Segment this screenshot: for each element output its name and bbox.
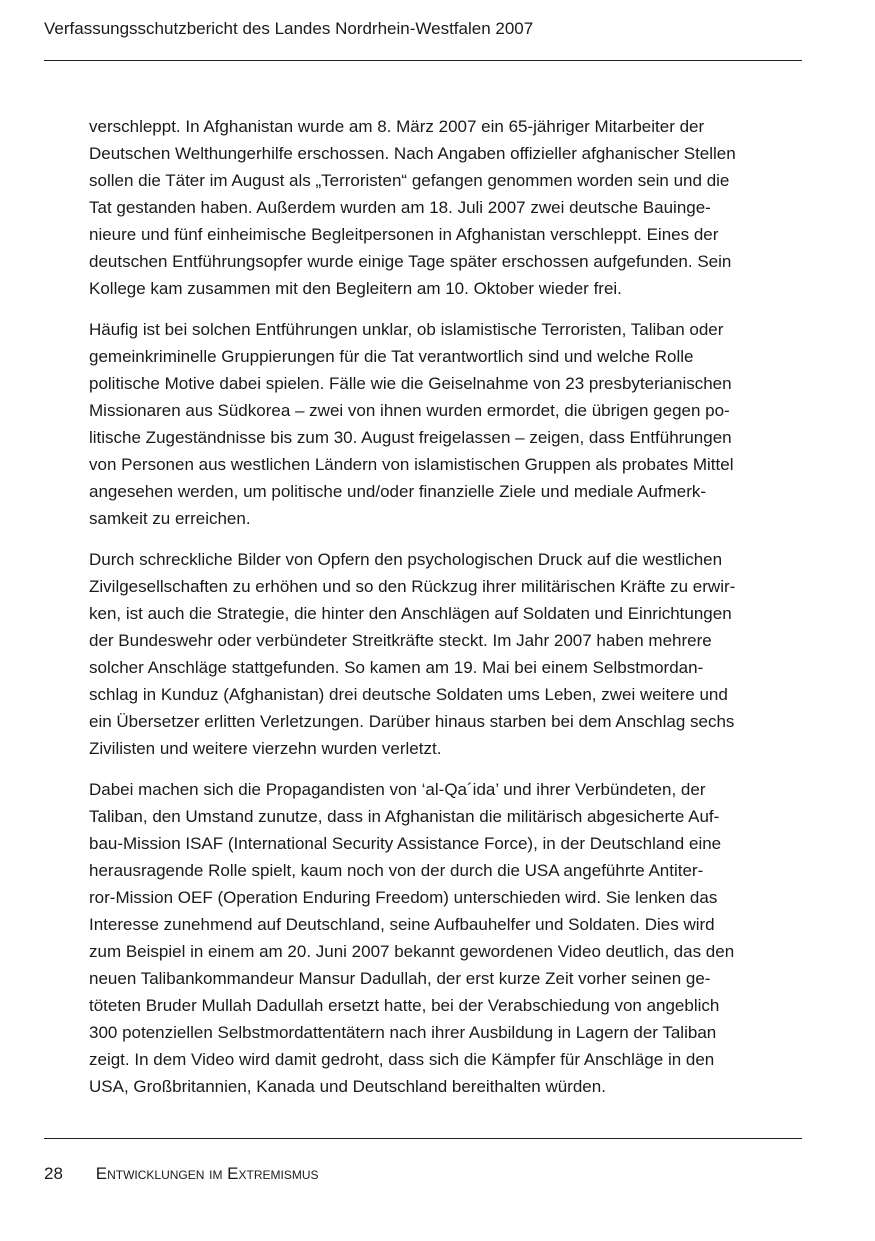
text-line: nieure und fünf einheimische Begleitpersonen in Afghanistan verschleppt. Eines der: [89, 225, 719, 244]
text-line: Tat gestanden haben. Außerdem wurden am 18. Juli 2007 zwei deutsche Bauinge-: [89, 198, 711, 217]
text-line: litische Zugeständnisse bis zum 30. August freigelassen – zeigen, dass Entführungen: [89, 428, 732, 447]
text-line: Durch schreckliche Bilder von Opfern den psychologischen Druck auf die westlichen: [89, 550, 723, 569]
text-line: schlag in Kunduz (Afghanistan) drei deutsche Soldaten ums Leben, zwei weitere und: [89, 685, 728, 704]
page-number: 28: [44, 1164, 63, 1183]
text-line: politische Motive dabei spielen. Fälle wie die Geiselnahme von 23 presbyterianischen: [89, 374, 732, 393]
text-line: angesehen werden, um politische und/oder finanzielle Ziele und mediale Aufmerk-: [89, 482, 707, 501]
text-line: ror-Mission OEF (Operation Enduring Freedom) unterschieden wird. Sie lenken das: [89, 888, 718, 907]
text-line: 300 potenziellen Selbstmordattentätern nach ihrer Ausbildung in Lagern der Taliban: [89, 1023, 717, 1042]
text-line: Zivilisten und weitere vierzehn wurden verletzt.: [89, 739, 442, 758]
text-line: töteten Bruder Mullah Dadullah ersetzt hatte, bei der Verabschiedung von angeblich: [89, 996, 720, 1015]
text-line: ein Übersetzer erlitten Verletzungen. Darüber hinaus starben bei dem Anschlag sechs: [89, 712, 735, 731]
running-footer: [44, 1163, 319, 1185]
text-line: neuen Talibankommandeur Mansur Dadullah, der erst kurze Zeit vorher seinen ge-: [89, 969, 711, 988]
text-line: Taliban, den Umstand zunutze, dass in Afghanistan die militärisch abgesicherte Auf-: [89, 807, 720, 826]
text-line: Missionaren aus Südkorea – zwei von ihnen wurden ermordet, die übrigen gegen po-: [89, 401, 730, 420]
text-line: verschleppt. In Afghanistan wurde am 8. März 2007 ein 65-jähriger Mitarbeiter der: [89, 117, 705, 136]
text-line: zum Beispiel in einem am 20. Juni 2007 bekannt gewordenen Video deutlich, das den: [89, 942, 735, 961]
paragraph-1: [89, 113, 802, 302]
text-line: zeigt. In dem Video wird damit gedroht, dass sich die Kämpfer für Anschläge in den: [89, 1050, 715, 1069]
footer-section-title: Entwicklungen im Extremismus: [95, 1164, 319, 1183]
paragraph-2: [89, 316, 802, 532]
text-line: samkeit zu erreichen.: [89, 509, 251, 528]
body-text: [89, 113, 802, 1114]
text-line: ken, ist auch die Strategie, die hinter den Anschlägen auf Soldaten und Einrichtungen: [89, 604, 732, 623]
text-line: gemeinkriminelle Gruppierungen für die Tat verantwortlich sind und welche Rolle: [89, 347, 694, 366]
text-line: Dabei machen sich die Propagandisten von ‘al-Qa´ida’ und ihrer Verbündeten, der: [89, 780, 706, 799]
text-line: Kollege kam zusammen mit den Begleitern am 10. Oktober wieder frei.: [89, 279, 622, 298]
text-line: USA, Großbritannien, Kanada und Deutschland bereithalten würden.: [89, 1077, 606, 1096]
text-line: bau-Mission ISAF (International Security Assistance Force), in der Deutschland eine: [89, 834, 722, 853]
header-divider: [44, 60, 802, 61]
text-line: von Personen aus westlichen Ländern von islamistischen Gruppen als probates Mittel: [89, 455, 734, 474]
paragraph-4: [89, 776, 802, 1100]
text-line: Interesse zunehmend auf Deutschland, seine Aufbauhelfer und Soldaten. Dies wird: [89, 915, 715, 934]
text-line: sollen die Täter im August als „Terroristen“ gefangen genommen worden sein und die: [89, 171, 730, 190]
running-header-title: Verfassungsschutzbericht des Landes Nordrhein-Westfalen 2007: [44, 19, 534, 38]
footer-divider: [44, 1138, 802, 1139]
text-line: solcher Anschläge stattgefunden. So kamen am 19. Mai bei einem Selbstmordan-: [89, 658, 704, 677]
text-line: der Bundeswehr oder verbündeter Streitkräfte steckt. Im Jahr 2007 haben mehrere: [89, 631, 712, 650]
paragraph-3: [89, 546, 802, 762]
text-line: Deutschen Welthungerhilfe erschossen. Nach Angaben offizieller afghanischer Stellen: [89, 144, 736, 163]
text-line: herausragende Rolle spielt, kaum noch von der durch die USA angeführte Antiter-: [89, 861, 704, 880]
text-line: Häufig ist bei solchen Entführungen unklar, ob islamistische Terroristen, Taliban oder: [89, 320, 724, 339]
text-line: Zivilgesellschaften zu erhöhen und so den Rückzug ihrer militärischen Kräfte zu erwir-: [89, 577, 736, 596]
text-line: deutschen Entführungsopfer wurde einige Tage später erschossen aufgefunden. Sein: [89, 252, 732, 271]
